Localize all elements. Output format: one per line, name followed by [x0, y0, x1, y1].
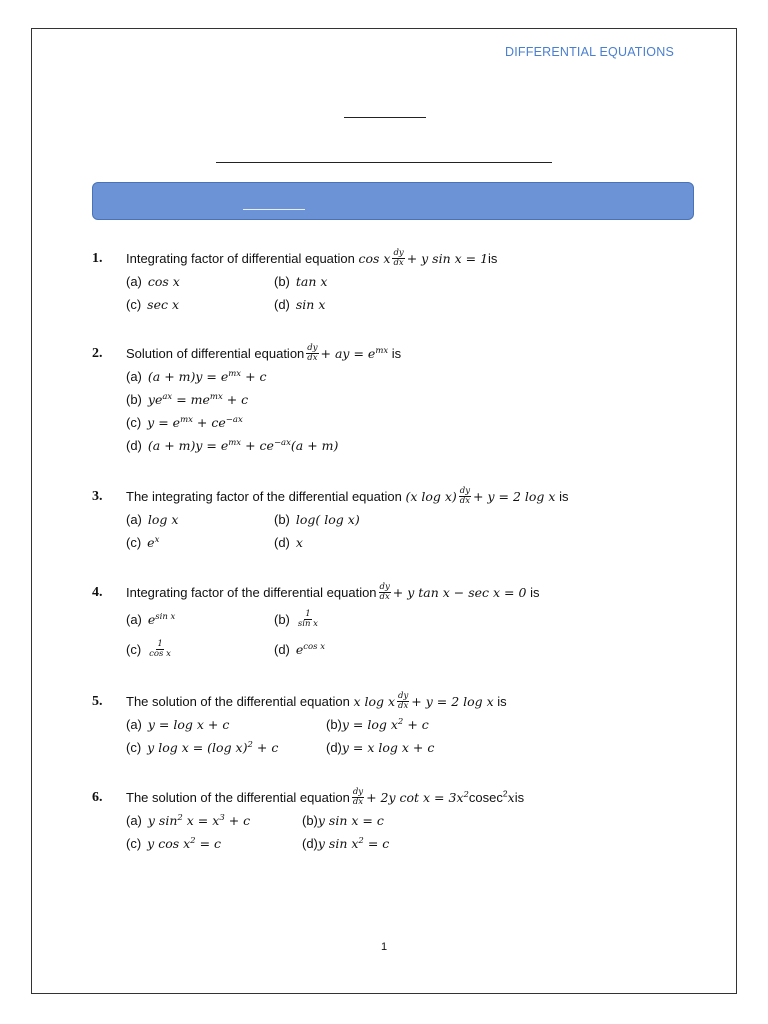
question-number: 6. [92, 789, 103, 805]
options-row [92, 604, 712, 634]
question-stem [92, 485, 712, 508]
question-number: 2. [92, 345, 103, 361]
banner-underline [243, 209, 305, 210]
options-row [92, 508, 712, 531]
stem-math: + y tan x − sec x = 0 [392, 585, 527, 600]
options-row [92, 531, 712, 554]
option-b: (b) $y = \log x^2 + c$ [326, 716, 429, 732]
option-a: (a) $e^{sin x}$ [126, 611, 176, 627]
options-row [92, 736, 712, 759]
question-6 [92, 786, 712, 855]
derivative-fraction: $\frac{dy}{dx}$ [307, 343, 318, 363]
stem-suffix: is [497, 694, 507, 709]
options-row [92, 634, 712, 664]
option-b: (b) $\frac{1}{\text{sin x}}$ [274, 608, 318, 629]
stem-math: x log x [353, 694, 396, 709]
question-1 [92, 247, 712, 316]
option-d: (d) y $\sin x^2 = c$ [302, 835, 390, 851]
document-page [31, 28, 737, 994]
option-c: (c) $y = e^{mx} + ce^{-ax}$ [126, 414, 243, 430]
option-a: (a) cos x [126, 274, 180, 289]
option-d: (d) x [274, 535, 303, 550]
derivative-fraction: $\frac{dy}{dx}$ [459, 486, 471, 506]
stem-text: The integrating factor of the differential equation [126, 489, 402, 504]
option-c: (c) y log x = (log x)$^2$ + c [126, 739, 279, 755]
header-title: DIFFERENTIAL EQUATIONS [505, 45, 674, 59]
derivative-fraction: $\frac{dy}{dx}$ [379, 582, 390, 602]
options-row [92, 293, 712, 316]
option-a: (a) y $\sin^2 x = x^3 + c$ [126, 812, 251, 828]
option-c: (c) y $\cos x^2 = c$ [126, 835, 222, 851]
title-rule-short [344, 117, 426, 118]
question-4 [92, 581, 712, 664]
option-b: (b) $ye^{ax} = me^{mx} + c$ [126, 391, 249, 407]
derivative-fraction: $\frac{dy}{dx}$ [398, 691, 409, 711]
question-stem [92, 690, 712, 713]
option-b: (b) tan x [274, 274, 328, 289]
stem-text: Integrating factor of the differential equation [126, 585, 377, 600]
stem-text: Integrating factor of differential equation [126, 251, 355, 266]
option-b: (b) y sin x = c [302, 813, 384, 828]
stem-suffix: is [488, 251, 498, 266]
section-banner [92, 182, 694, 220]
question-number: 1. [92, 250, 103, 266]
option-b: (b) log( log x) [274, 512, 360, 527]
stem-suffix: is [514, 790, 525, 805]
option-c: (c) $e^x$ [126, 534, 160, 550]
stem-suffix: is [530, 585, 540, 600]
stem-text: The solution of the differential equation [126, 790, 350, 805]
derivative-fraction: $\frac{dy}{dx}$ [393, 248, 404, 268]
option-c: (c) sec x [126, 297, 180, 312]
title-rule-long [216, 162, 552, 163]
stem-text: The solution of the differential equation [126, 694, 350, 709]
stem-text: Solution of differential equation [126, 346, 305, 361]
option-d: (d) $e^{cos x}$ [274, 641, 326, 657]
stem-math: + 2y $\cot x = 3x^2$ [366, 789, 469, 805]
option-d: (d) y = x log x + c [326, 740, 435, 755]
page-number: 1 [380, 941, 388, 953]
stem-math: cos x [358, 251, 391, 266]
stem-math: + y = 2 log x [473, 489, 556, 504]
question-number: 5. [92, 693, 103, 709]
options-row [92, 832, 712, 855]
stem-cosec: cosec$^2$ [468, 788, 508, 805]
option-a: (a) y = log x + c [126, 717, 230, 732]
question-stem [92, 247, 712, 270]
question-stem [92, 342, 712, 365]
stem-math: + ay = $e^{mx}$ [320, 345, 389, 361]
question-5 [92, 690, 712, 759]
question-2 [92, 342, 712, 457]
options-row [92, 809, 712, 832]
option-d: (d) sin x [274, 297, 326, 312]
question-3 [92, 485, 712, 554]
stem-math: (x log x) [405, 489, 457, 504]
derivative-fraction: $\frac{dy}{dx}$ [352, 787, 364, 807]
option-a: (a) log x [126, 512, 179, 527]
stem-suffix: is [391, 346, 402, 361]
option-c: (c) $\frac{1}{\text{cos x}}$ [126, 638, 171, 659]
question-number: 4. [92, 584, 103, 600]
option-a: (a) $(a + m)y = e^{mx} + c$ [126, 368, 267, 384]
question-stem: 6. The solution of the differential equation $\frac{dy}{dx}$ + 2y $\cot x = 3x^2$ cosec$^2$ x is [92, 787, 525, 807]
options-row [92, 270, 712, 293]
question-number: 3. [92, 488, 103, 504]
stem-suffix: is [559, 489, 569, 504]
option-d: (d) $(a + m)y = e^{mx} + ce^{-ax}(a + m)$ [126, 437, 339, 453]
question-stem [92, 581, 712, 604]
options-row [92, 713, 712, 736]
stem-math: + y = 2 log x [411, 694, 494, 709]
stem-math: + y sin x = 1 [406, 251, 489, 266]
